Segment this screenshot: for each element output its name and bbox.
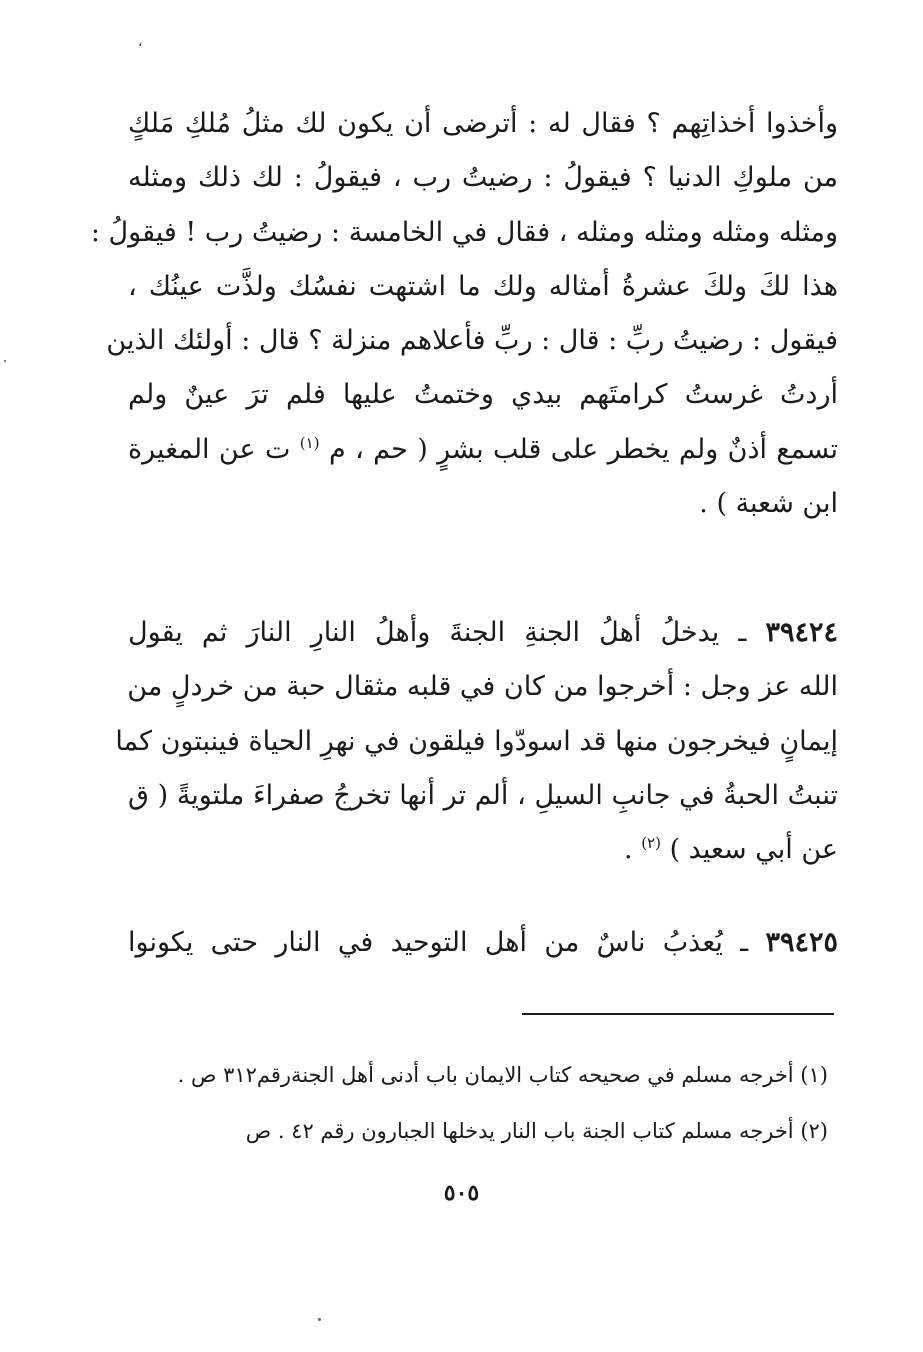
hadith-paragraph-2 bbox=[115, 606, 838, 877]
text-line-with-footnote-ref bbox=[128, 823, 838, 877]
hadith-paragraph-1 bbox=[90, 97, 838, 531]
footnote-separator bbox=[522, 1013, 834, 1015]
footnotes bbox=[128, 1047, 828, 1159]
text-line: إيمانٍ فيخرجون منها قد اسودّوا فيلقون في نهرِ الحياة فينبتون كما bbox=[115, 725, 838, 757]
footnote-ref-1: (١) bbox=[299, 433, 320, 452]
text-line: هذا لكَ ولكَ عشرةُ أمثاله ولك ما اشتهت نفسُك ولذَّت عينُك ، bbox=[128, 270, 838, 302]
footnote-1: (١) أخرجه مسلم في صحيحه كتاب الايمان باب أدنى أهل الجنةرقم٣١٢ ص . bbox=[177, 1063, 828, 1087]
text-line-numbered bbox=[128, 606, 838, 660]
text-line-numbered bbox=[128, 916, 838, 970]
text-line: من ملوكِ الدنيا ؟ فيقولُ : رضيتُ رب ، فيقولُ : لك ذلك ومثله bbox=[128, 162, 838, 194]
text-line: الله عز وجل : أخرجوا من كان في قلبه مثقال حبة من خردلٍ من bbox=[127, 671, 838, 703]
text-segment: ت عن المغيرة bbox=[128, 433, 291, 465]
text-line: وأخذوا أخذاتِهم ؟ فقال له : أترضى أن يكون لك مثلُ مُلكِ مَلكٍ bbox=[128, 108, 838, 139]
text-line: فيقول : رضيتُ ربِّ : قال : ربِّ فأعلاهم منزلة ؟ قال : أولئك الذين bbox=[106, 325, 838, 357]
text-line-with-footnote-ref bbox=[128, 423, 838, 477]
hadith-number: ٣٩٤٢٥ bbox=[765, 927, 838, 958]
corner-mark: ، bbox=[138, 34, 143, 50]
hadith-paragraph-3 bbox=[128, 916, 838, 970]
bottom-speck bbox=[318, 1318, 321, 1321]
page-number: ٥٠٥ bbox=[443, 1180, 480, 1206]
text-line: أردتُ غرستُ كرامتَهم بيدي وختمتُ عليها فلم ترَ عينٌ ولم bbox=[128, 379, 838, 411]
text-segment: عن أبي سعيد ) bbox=[669, 834, 838, 866]
text-line: ومثله ومثله ومثله ومثله ، فقال في الخامسة : رضيتُ رب ! فيقولُ : bbox=[90, 216, 838, 248]
hadith-number: ٣٩٤٢٤ bbox=[765, 617, 838, 648]
footnote-2: (٢) أخرجه مسلم كتاب الجنة باب النار يدخلها الجبارون رقم ٤٢ . ص bbox=[245, 1119, 828, 1143]
margin-speck bbox=[4, 360, 6, 362]
text-segment: تسمع أذنٌ ولم يخطر على قلب بشرٍ ( حم ، م bbox=[328, 433, 838, 465]
footnote-ref-2: (٢) bbox=[641, 834, 661, 853]
text-line: تنبتُ الحبةُ في جانبِ السيلِ ، ألم تر أنها تخرجُ صفراءَ ملتويةً ( ق bbox=[128, 779, 838, 811]
text-segment: ـ يُعذبُ ناسٌ من أهل التوحيد في النار حتى يكونوا bbox=[128, 927, 749, 958]
text-segment: . bbox=[624, 834, 633, 866]
text-line: ابن شعبة ) . bbox=[699, 488, 838, 520]
text-segment: ـ يدخلُ أهلُ الجنةِ الجنةَ وأهلُ النارِ النارَ ثم يقول bbox=[128, 617, 747, 648]
